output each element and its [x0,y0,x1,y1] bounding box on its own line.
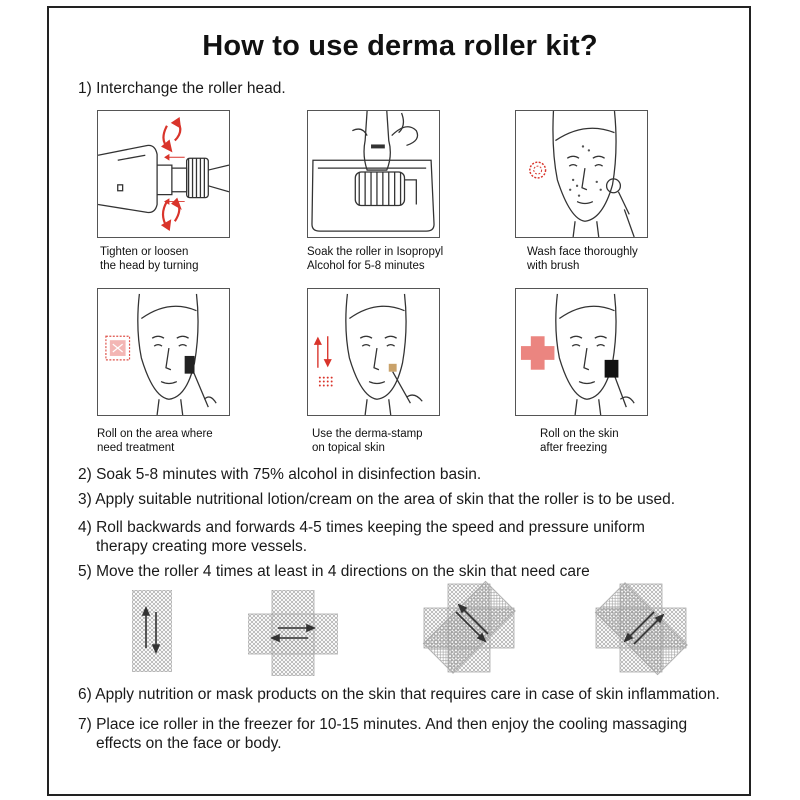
direction-diagonal-up [592,580,692,676]
direction-diagonal-down [420,580,520,676]
roller-head-icon [98,111,229,237]
step-5: 5) Move the roller 4 times at least in 4 directions on the skin that need care [78,563,590,580]
caption-soak: Soak the roller in Isopropyl Alcohol for 5-8 minutes [307,246,444,272]
soak-basin-icon [308,111,439,237]
face-stamp-icon [308,289,439,415]
caption-wash: Wash face thoroughly with brush [527,246,638,272]
caption-stamp: Use the derma-stamp on topical skin [312,428,423,454]
horizontal-direction-icon [248,590,338,676]
vertical-direction-icon [132,590,172,672]
step-7-line-2: effects on the face or body. [96,735,282,752]
panel-soak [307,110,440,238]
panel-stamp [307,288,440,416]
face-roll-icon [98,289,229,415]
step-4-line-1: 4) Roll backwards and forwards 4-5 times keeping the speed and pressure uniform [78,519,645,536]
panel-roller-head [97,110,230,238]
diagonal-down-direction-icon [420,580,520,676]
face-ice-icon [516,289,647,415]
panel-roll [97,288,230,416]
face-wash-icon [516,111,647,237]
step-6: 6) Apply nutrition or mask products on the skin that requires care in case of skin inflammation. [78,686,720,703]
caption-ice: Roll on the skin after freezing [540,428,619,454]
page-title: How to use derma roller kit? [202,30,598,62]
panel-ice [515,288,648,416]
caption-roller-head: Tighten or loosen the head by turning [100,246,199,272]
diagonal-up-direction-icon [592,580,692,676]
step-4-line-2: therapy creating more vessels. [96,538,308,555]
direction-horizontal [248,590,338,676]
step-7-line-1: 7) Place ice roller in the freezer for 10-15 minutes. And then enjoy the cooling massaging [78,716,688,733]
step-3: 3) Apply suitable nutritional lotion/cream on the area of skin that the roller is to be used. [78,491,676,508]
direction-vertical [132,590,172,672]
panel-wash [515,110,648,238]
step-2: 2) Soak 5-8 minutes with 75% alcohol in disinfection basin. [78,466,482,483]
step-1: 1) Interchange the roller head. [78,80,286,97]
caption-roll: Roll on the area where need treatment [97,428,213,454]
